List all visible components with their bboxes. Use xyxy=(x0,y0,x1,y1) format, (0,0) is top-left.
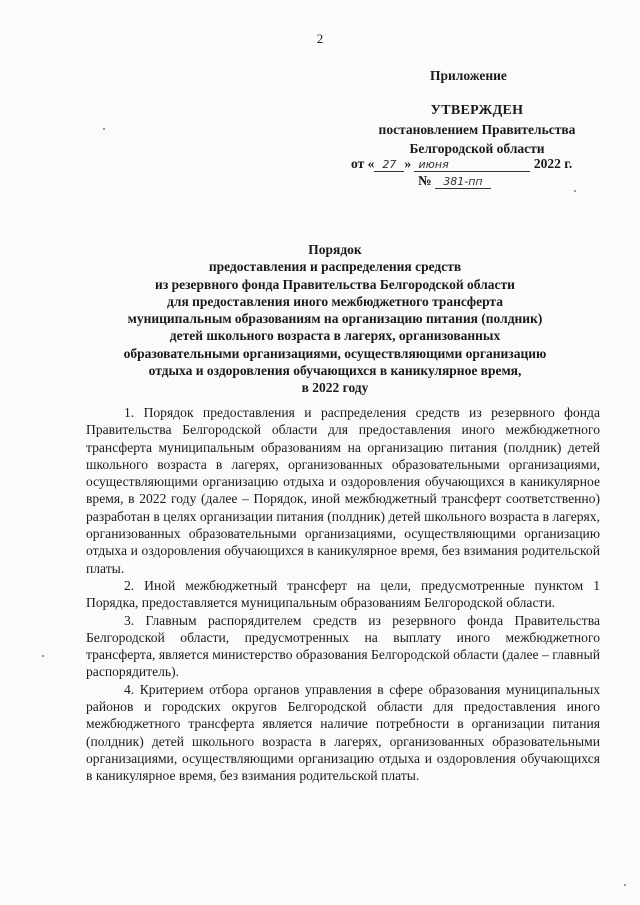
scan-speck xyxy=(42,655,44,657)
title-line: для предоставления иного межбюджетного трансферта xyxy=(167,293,503,309)
paragraph-2: 2. Иной межбюджетный трансферт на цели, предусмотренные пунктом 1 Порядка, предоставляется муниципальным образованиям Белгородской области. xyxy=(86,577,600,611)
document-title xyxy=(70,241,600,397)
approval-number xyxy=(418,173,491,189)
number-value: 381-пп xyxy=(435,175,491,189)
number-label: № xyxy=(418,173,432,188)
date-day: 27 xyxy=(374,158,404,172)
scan-speck xyxy=(574,190,576,192)
scan-speck xyxy=(624,884,626,886)
title-line: отдыха и оздоровления обучающихся в каникулярное время, xyxy=(148,363,522,379)
title-line: Порядок xyxy=(308,242,362,257)
date-month: июня xyxy=(414,158,530,172)
title-line: из резервного фонда Правительства Белгородской области xyxy=(155,276,515,292)
title-line: муниципальным образованиям на организацию питания (полдник) xyxy=(127,311,543,327)
approved-heading: УТВЕРЖДЕН xyxy=(430,103,524,118)
title-line: образовательными организациями, осуществляющими организацию xyxy=(123,345,547,361)
page-number: 2 xyxy=(316,31,324,46)
title-line: в 2022 году xyxy=(301,380,369,396)
paragraph-4: 4. Критерием отбора органов управления в сфере образования муниципальных районов и городских округов Белгородской области для предоставления иного межбюджетного трансферта является наличие потребности в организации питания (полдник) детей школьного возраста в лагерях, организованных образовательными организациями, осуществляющими организацию отдыха и оздоровления обучающихся в каникулярное время, без взимания родительской платы. xyxy=(86,681,600,784)
approval-line-1: постановлением Правительства xyxy=(378,122,576,137)
appendix-label: Приложение xyxy=(430,68,507,83)
paragraph-3: 3. Главным распорядителем средств из резервного фонда Правительства Белгородской области, предусмотренных на выплату иного межбюджетного трансферта, является министерство образования Белгородской области (далее – главный распорядитель). xyxy=(86,612,600,680)
date-prefix: от « xyxy=(351,156,375,171)
date-mid: » xyxy=(404,156,412,171)
approval-date xyxy=(351,156,572,172)
date-year: 2022 г. xyxy=(533,156,573,171)
scan-speck xyxy=(103,128,105,130)
title-line: детей школьного возраста в лагерях, организованных xyxy=(169,328,501,344)
paragraph-1: 1. Порядок предоставления и распределения средств из резервного фонда Правительства Белгородской области для предоставления иного межбюджетного трансферта муниципальным образованиям на организацию питания (полдник) детей школьного возраста в лагерях, организованных образовательными организациями, осуществляющими организацию отдыха и оздоровления обучающихся в каникулярное время, в 2022 году (далее – Порядок, иной межбюджетный трансферт соответственно) разработан в целях организации питания (полдник) детей школьного возраста в лагерях, организованных образовательными организациями, осуществляющими организацию отдыха и оздоровления обучающихся в каникулярное время, без взимания родительской платы. xyxy=(86,405,600,576)
approval-block xyxy=(352,101,602,158)
approval-line-2: Белгородской области xyxy=(409,141,545,156)
document-body xyxy=(86,404,600,785)
title-line: предоставления и распределения средств xyxy=(208,259,462,275)
